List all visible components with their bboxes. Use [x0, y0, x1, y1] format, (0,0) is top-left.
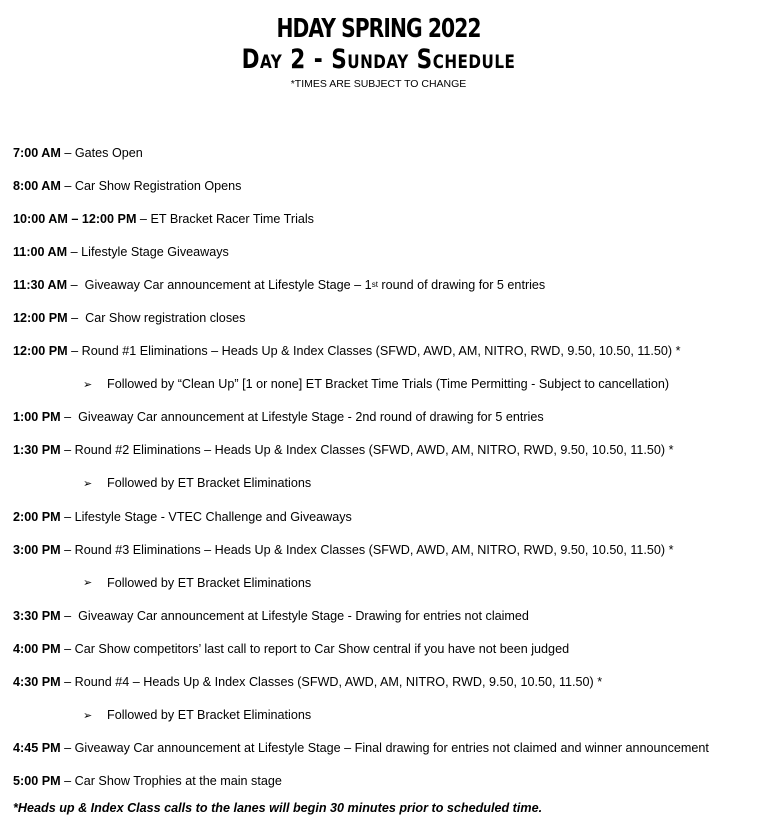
- separator: –: [60, 443, 75, 458]
- arrow-bullet-icon: ➢: [83, 477, 93, 490]
- schedule-time: 3:30 PM: [13, 608, 61, 623]
- schedule-item: [13, 136, 753, 169]
- schedule-item: [13, 599, 753, 632]
- schedule-description: Lifestyle Stage - VTEC Challenge and Giveaways: [74, 509, 352, 524]
- subitem-text: Followed by ET Bracket Eliminations: [107, 708, 312, 723]
- separator: –: [60, 774, 75, 789]
- schedule-description: Car Show Trophies at the main stage: [74, 774, 282, 789]
- schedule-time: 1:30 PM: [13, 443, 61, 458]
- schedule-description: Round #4 – Heads Up & Index Classes (SFWD, AWD, AM, NITRO, RWD, 9.50, 10.50, 11.50) *: [74, 675, 603, 690]
- schedule-subitem: [13, 467, 753, 500]
- schedule-item: [13, 765, 753, 798]
- schedule-item: [13, 732, 753, 765]
- schedule-title: Day 2 - Sunday Schedule: [241, 44, 516, 75]
- schedule-time: 8:00 AM: [13, 178, 61, 193]
- schedule-item: [13, 235, 753, 268]
- schedule-time: 10:00 AM – 12:00 PM: [13, 211, 137, 226]
- subitem-text: Followed by ET Bracket Eliminations: [107, 575, 312, 590]
- schedule-time: 11:30 AM: [13, 277, 68, 292]
- schedule-time: 2:00 PM: [13, 509, 61, 524]
- arrow-bullet-icon: ➢: [83, 709, 93, 722]
- schedule-description: Car Show competitors’ last call to report to Car Show central if you have not been judged: [74, 641, 570, 656]
- schedule-item: 11:30 AM – Giveaway Car announcement at Lifestyle Stage – 1 st round of drawing for 5 entries: [13, 277, 546, 292]
- separator: –: [67, 244, 82, 259]
- separator: –: [60, 608, 79, 623]
- schedule-item: [13, 169, 753, 202]
- schedule-time: 4:00 PM: [13, 641, 61, 656]
- schedule-item: [13, 434, 753, 467]
- separator: –: [60, 741, 75, 756]
- arrow-bullet-icon: ➢: [83, 577, 93, 590]
- schedule-time: 4:45 PM: [13, 741, 61, 756]
- separator: –: [60, 641, 75, 656]
- document-header: [0, 14, 757, 91]
- separator: –: [67, 277, 85, 292]
- schedule-time: 11:00 AM: [13, 244, 68, 259]
- schedule-time: 1:00 PM: [13, 410, 61, 425]
- schedule-description: Round #3 Eliminations – Heads Up & Index Classes (SFWD, AWD, AM, NITRO, RWD, 9.50, 10.50, 11.50) *: [74, 542, 674, 557]
- separator: –: [60, 675, 75, 690]
- schedule-time: 3:00 PM: [13, 542, 61, 557]
- schedule-description-cont: round of drawing for 5 entries: [377, 277, 546, 292]
- footer-note: *Heads up & Index Class calls to the lanes will begin 30 minutes prior to scheduled time.: [13, 801, 543, 815]
- schedule-item: [13, 500, 753, 533]
- schedule-description: ET Bracket Racer Time Trials: [150, 211, 314, 226]
- schedule-item: [13, 533, 753, 566]
- schedule-time: 4:30 PM: [13, 675, 61, 690]
- schedule-time: 12:00 PM: [13, 344, 68, 359]
- event-title: HDAY SPRING 2022: [276, 14, 481, 44]
- times-disclaimer: *TIMES ARE SUBJECT TO CHANGE: [290, 78, 467, 90]
- separator: –: [60, 178, 75, 193]
- schedule-description: Giveaway Car announcement at Lifestyle Stage – 1: [84, 277, 372, 292]
- schedule-description: Giveaway Car announcement at Lifestyle Stage – Final drawing for entries not claimed and winner announcement: [74, 741, 709, 756]
- schedule-description: Lifestyle Stage Giveaways: [81, 244, 229, 259]
- separator: –: [60, 145, 75, 160]
- schedule-time: 5:00 PM: [13, 774, 61, 789]
- separator: –: [67, 311, 86, 326]
- separator: –: [60, 509, 75, 524]
- schedule-description: Round #2 Eliminations – Heads Up & Index Classes (SFWD, AWD, AM, NITRO, RWD, 9.50, 10.50, 11.50) *: [74, 443, 674, 458]
- schedule-description: Round #1 Eliminations – Heads Up & Index Classes (SFWD, AWD, AM, NITRO, RWD, 9.50, 10.50, 11.50) *: [81, 344, 681, 359]
- schedule-description: Giveaway Car announcement at Lifestyle Stage - Drawing for entries not claimed: [78, 608, 529, 623]
- separator: –: [136, 211, 151, 226]
- arrow-bullet-icon: ➢: [83, 378, 93, 391]
- schedule-item: [13, 401, 753, 434]
- schedule-time: 12:00 PM: [13, 311, 68, 326]
- schedule-description: Car Show Registration Opens: [74, 178, 242, 193]
- schedule-subitem: [13, 566, 753, 599]
- schedule-time: 7:00 AM: [13, 145, 61, 160]
- separator: –: [60, 410, 79, 425]
- schedule-item: [13, 666, 753, 699]
- schedule-description: Car Show registration closes: [85, 311, 246, 326]
- subitem-text: Followed by “Clean Up” [1 or none] ET Bracket Time Trials (Time Permitting - Subject to cancellation): [107, 377, 670, 392]
- schedule-item: [13, 301, 753, 334]
- schedule-item: [13, 335, 753, 368]
- subitem-text: Followed by ET Bracket Eliminations: [107, 476, 312, 491]
- separator: –: [60, 542, 75, 557]
- schedule-item: [13, 202, 753, 235]
- schedule-list: [13, 136, 753, 798]
- schedule-description: Giveaway Car announcement at Lifestyle Stage - 2nd round of drawing for 5 entries: [78, 410, 544, 425]
- schedule-item: [13, 632, 753, 665]
- schedule-subitem: [13, 368, 753, 401]
- separator: –: [67, 344, 82, 359]
- schedule-description: Gates Open: [74, 145, 143, 160]
- schedule-subitem: [13, 699, 753, 732]
